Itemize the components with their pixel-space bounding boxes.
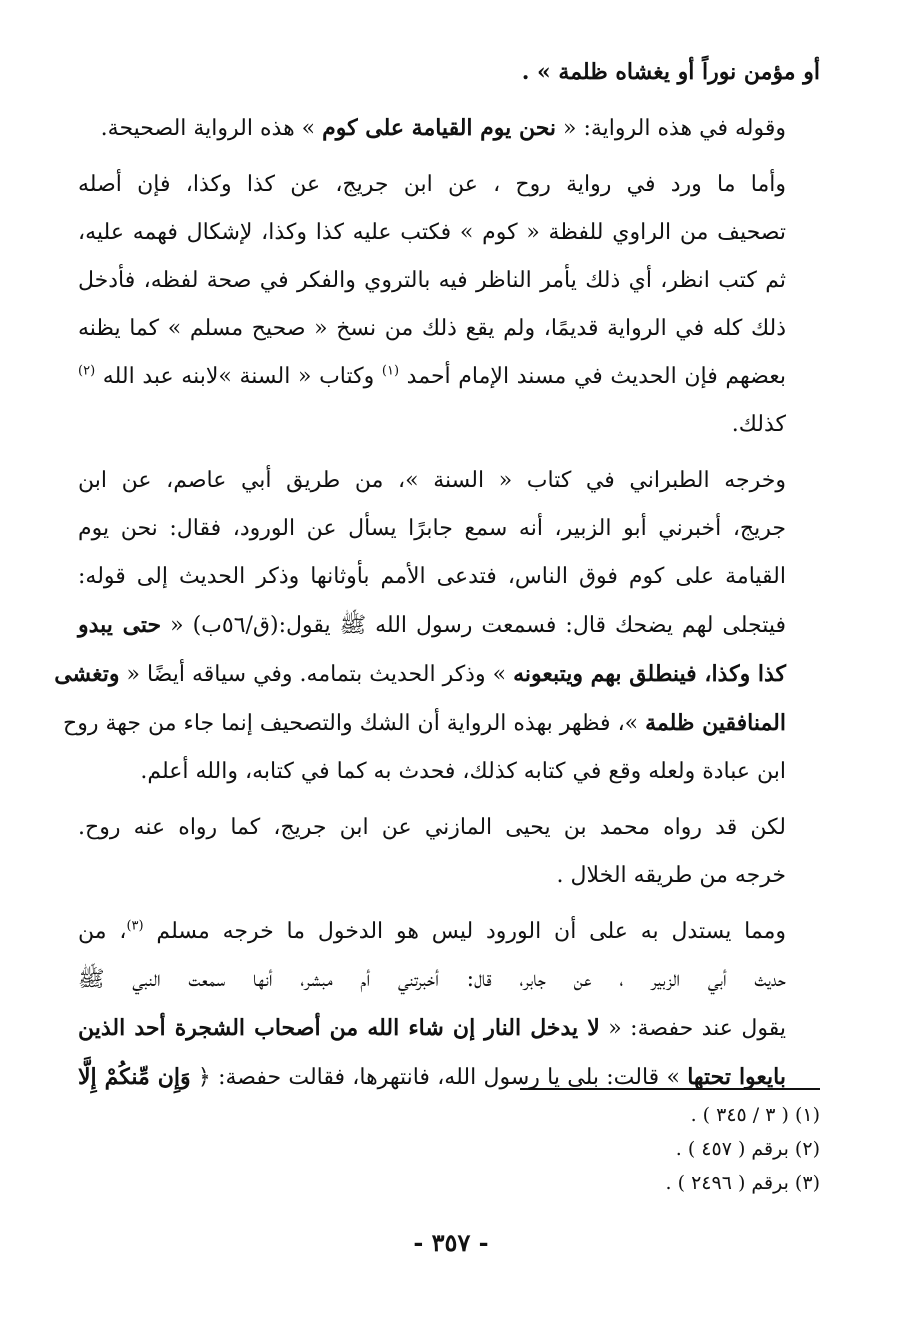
quoted-hadith: كذا وكذا، فينطلق بهم ويتبعونه — [513, 661, 786, 687]
text: يقول عند حفصة: « — [599, 1016, 786, 1041]
line: وخرجه الطبراني في كتاب « السنة »، من طريق أبي عاصم، عن ابن — [78, 468, 786, 493]
text: وكتاب « السنة »لابنه عبد الله — [95, 364, 382, 389]
footnote-ref-2: (٢) — [78, 363, 96, 379]
line: تصحيف من الراوي للفظة « كوم » فكتب عليه كذا وكذا، لإشكال فهمه عليه، — [78, 220, 786, 245]
footnote-ref-3: (٣) — [126, 918, 144, 934]
text: فيتجلى لهم يضحك قال: فسمعت رسول الله ﷺ يقول:(ق/٥٦ب) « — [161, 613, 787, 638]
line — [78, 353, 820, 401]
line — [78, 1053, 820, 1102]
paragraph-1 — [78, 104, 820, 153]
quoted-hadith: نحن يوم القيامة على كوم — [322, 115, 557, 141]
line — [78, 104, 820, 153]
line: خرجه من طريقه الخلال . — [556, 863, 786, 888]
paragraph-continuation — [78, 48, 820, 96]
line — [78, 601, 820, 650]
footnotes — [400, 1098, 820, 1200]
line: كذلك. — [731, 412, 786, 437]
line: جريج، أخبرني أبو الزبير، أنه سمع جابرًا يسأل عن الورود، فقال: نحن يوم — [78, 516, 786, 541]
text: ، من — [78, 919, 127, 944]
line: لكن قد رواه محمد بن يحيى المازني عن ابن جريج، كما رواه عنه روح. — [78, 815, 786, 840]
line — [54, 650, 820, 699]
paragraph-5 — [78, 908, 820, 1102]
quoted-hadith: حتى يبدو — [78, 612, 162, 638]
page-number: - ٣٥٧ - — [413, 1228, 489, 1257]
text: بعضهم فإن الحديث في مسند الإمام أحمد — [399, 364, 786, 389]
line — [78, 1004, 820, 1053]
footnote-ref-1: (١) — [381, 363, 400, 379]
quran-quote: وَإِن مِّنكُمْ إِلَّا — [78, 1064, 191, 1090]
footnote-3: (٣) برقم ( ٢٤٩٦ ) . — [665, 1172, 820, 1194]
line: حديث أبي الزبير ، عن جابر، قال: أخبرتني أم مبشر، أنها سمعت النبي ﷺ — [78, 967, 786, 992]
text: »، فظهر بهذه الرواية أن الشك والتصحيف إنما جاء من جهة روح — [63, 711, 646, 736]
quoted-hadith: لا يدخل النار إن شاء الله من أصحاب الشجرة أحد الذين — [78, 1015, 600, 1041]
text: ومما يستدل به على أن الورود ليس هو الدخول ما خرجه مسلم — [143, 919, 787, 944]
quoted-hadith: المنافقين ظلمة — [645, 710, 786, 736]
footnote-2: (٢) برقم ( ٤٥٧ ) . — [675, 1138, 820, 1160]
line — [63, 699, 820, 748]
text: وقوله في هذه الرواية: « — [556, 116, 786, 141]
line: أو مؤمن نوراً أو يغشاه ظلمة » . — [521, 59, 820, 85]
text: » وذكر الحديث بتمامه. وفي سياقه أيضًا « — [119, 662, 514, 687]
line: القيامة على كوم فوق الناس، فتدعى الأمم بأوثانها وذكر الحديث إلى قوله: — [78, 564, 786, 589]
quoted-hadith: وتغشى — [54, 661, 120, 687]
text: » هذه الرواية الصحيحة. — [100, 116, 323, 141]
quoted-hadith: بايعوا تحتها — [687, 1064, 786, 1090]
footnote-1: (١) ( ٣ / ٣٤٥ ) . — [690, 1104, 820, 1126]
line — [78, 908, 820, 956]
paragraph-2 — [78, 161, 820, 449]
line: وأما ما ورد في رواية روح ، عن ابن جريج، عن كذا وكذا، فإن أصله — [78, 172, 786, 197]
paragraph-3 — [54, 457, 820, 796]
line: ابن عبادة ولعله وقع في كتابه كذلك، فحدث به كما في كتابه، والله أعلم. — [140, 759, 786, 784]
body-text — [54, 48, 820, 1110]
line: ثم كتب انظر، أي ذلك يأمر الناظر فيه بالتروي والفكر في صحة لفظه، فأدخل — [78, 268, 786, 293]
line: ذلك كله في الرواية قديمًا، ولم يقع ذلك من نسخ « صحيح مسلم » كما يظنه — [78, 316, 786, 341]
text: » قالت: بلى يا رسول الله، فانتهرها، فقالت حفصة: ﴿ — [190, 1065, 688, 1090]
footnote-separator — [520, 1088, 820, 1090]
paragraph-4 — [78, 804, 820, 900]
